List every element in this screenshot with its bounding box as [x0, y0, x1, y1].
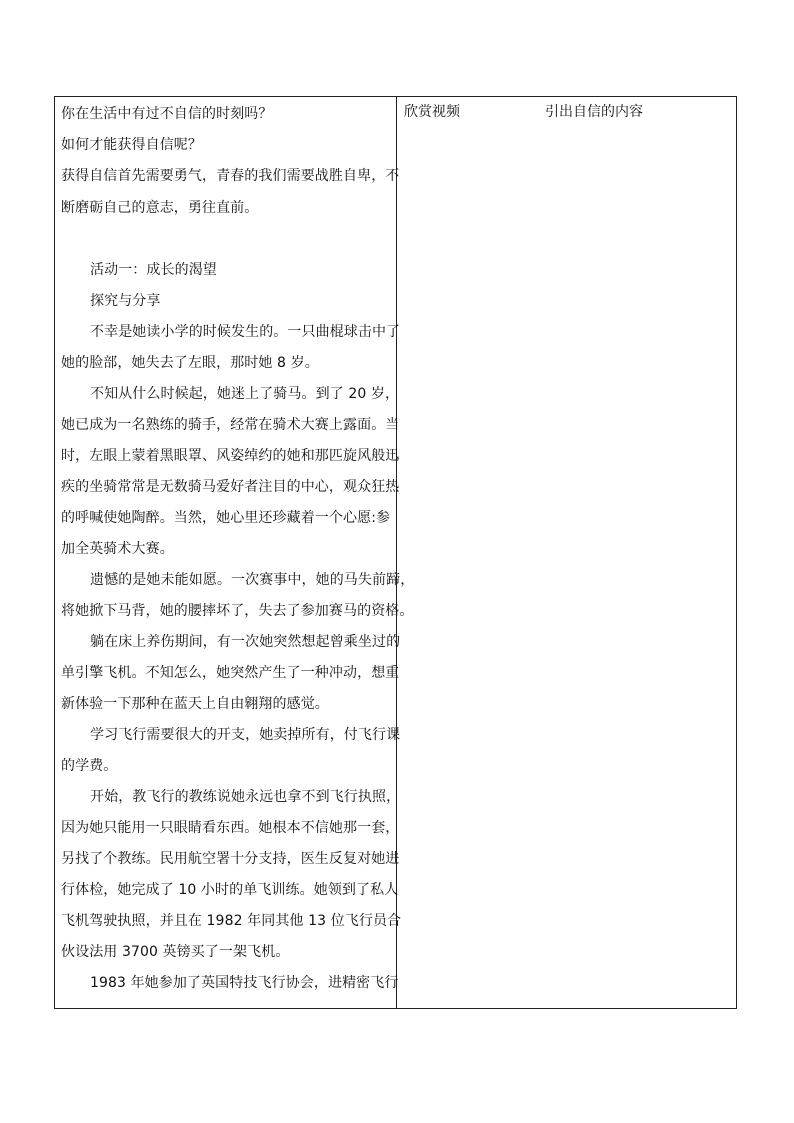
design-intent-text: 引出自信的内容 — [545, 104, 643, 120]
student-activity-cell — [397, 97, 736, 1008]
text-line: 伙设法用 3700 英镑买了一架飞机。 — [61, 944, 290, 960]
text-line: 新体验一下那种在蓝天上自由翱翔的感觉。 — [61, 696, 329, 712]
text-line: 躺在床上养伤期间，有一次她突然想起曾乘坐过的 — [90, 634, 401, 650]
text-line: 不幸是她读小学的时候发生的。一只曲棍球击中了 — [90, 324, 401, 340]
teaching-content-cell — [55, 97, 415, 1008]
text-line: 飞机驾驶执照，并且在 1982 年同其他 13 位飞行员合 — [61, 913, 402, 929]
text-line: 的学费。 — [61, 758, 118, 774]
section-heading: 探究与分享 — [90, 293, 161, 309]
text-line: 的呼喊使她陶醉。当然，她心里还珍藏着一个心愿:参 — [61, 510, 391, 526]
text-line: 她已成为一名熟练的骑手，经常在骑术大赛上露面。当 — [61, 417, 400, 433]
text-line: 断磨砺自己的意志，勇往直前。 — [61, 200, 259, 216]
text-line: 学习飞行需要很大的开支，她卖掉所有，付飞行课 — [90, 727, 401, 743]
activity-heading: 活动一：成长的渴望 — [90, 262, 217, 278]
text-line: 不知从什么时候起，她迷上了骑马。到了 20 岁， — [90, 386, 400, 402]
text-line: 1983 年她参加了英国特技飞行协会，进精密飞行 — [90, 975, 399, 991]
text-line: 如何才能获得自信呢？ — [61, 137, 202, 153]
text-line: 另找了个教练。民用航空署十分支持，医生反复对她进 — [61, 851, 400, 867]
text-line: 她的脸部，她失去了左眼，那时她 8 岁。 — [61, 355, 319, 371]
text-line: 疾的坐骑常常是无数骑马爱好者注目的中心，观众狂热 — [61, 479, 400, 495]
lesson-table — [54, 96, 737, 1009]
text-line: 因为她只能用一只眼睛看东西。她根本不信她那一套， — [61, 820, 400, 836]
student-activity-text: 欣赏视频 — [404, 104, 460, 120]
text-line: 你在生活中有过不自信的时刻吗？ — [61, 106, 273, 122]
text-line: 单引擎飞机。不知怎么，她突然产生了一种冲动，想重 — [61, 665, 400, 681]
text-line: 遗憾的是她未能如愿。一次赛事中，她的马失前蹄， — [90, 572, 415, 588]
text-line: 时，左眼上蒙着黑眼罩、风姿绰约的她和那匹旋风般迅 — [61, 448, 400, 464]
text-line: 行体检，她完成了 10 小时的单飞训练。她领到了私人 — [61, 882, 399, 898]
text-line: 开始，教飞行的教练说她永远也拿不到飞行执照， — [90, 789, 401, 805]
text-line: 获得自信首先需要勇气，青春的我们需要战胜自卑，不 — [61, 168, 400, 184]
text-line: 加全英骑术大赛。 — [61, 541, 174, 557]
text-line: 将她掀下马背，她的腰摔坏了，失去了参加赛马的资格。 — [61, 603, 414, 619]
